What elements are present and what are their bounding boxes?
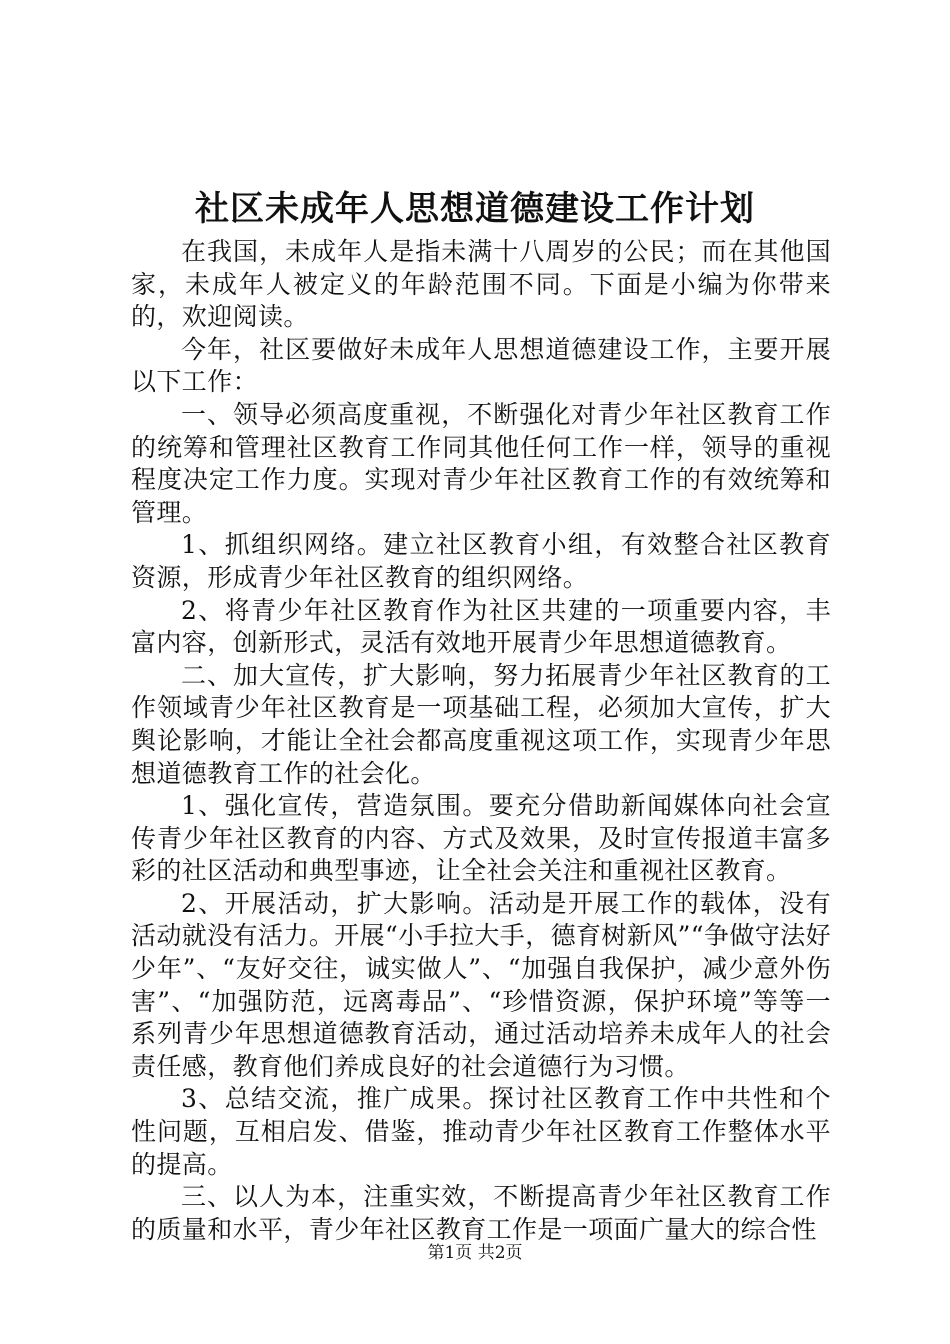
paragraph-section-2-item-3: 3、总结交流，推广成果。探讨社区教育工作中共性和个性问题，互相启发、借鉴，推动青少年社区教育工作整体水平的提高。 [131,1084,831,1179]
paragraph-section-1-item-2: 2、将青少年社区教育作为社区共建的一项重要内容，丰富内容，创新形式，灵活有效地开展青少年思想道德教育。 [131,595,831,658]
document-body [131,236,831,1246]
paragraph-section-2-item-1: 1、强化宣传，营造氛围。要充分借助新闻媒体向社会宣传青少年社区教育的内容、方式及效果，及时宣传报道丰富多彩的社区活动和典型事迹，让全社会关注和重视社区教育。 [131,791,831,886]
paragraph-overview: 今年，社区要做好未成年人思想道德建设工作，主要开展以下工作： [131,334,831,397]
page-number: 第1页 共2页 [427,1243,523,1263]
paragraph-section-2: 二、加大宣传，扩大影响，努力拓展青少年社区教育的工作领域青少年社区教育是一项基础工程，必须加大宣传，扩大舆论影响，才能让全社会都高度重视这项工作，实现青少年思想道德教育工作的社会化。 [131,660,831,788]
paragraph-section-1-item-1: 1、抓组织网络。建立社区教育小组，有效整合社区教育资源，形成青少年社区教育的组织网络。 [131,530,831,592]
paragraph-section-1: 一、领导必须高度重视，不断强化对青少年社区教育工作的统筹和管理社区教育工作同其他任何工作一样，领导的重视程度决定工作力度。实现对青少年社区教育工作的有效统筹和管理。 [131,399,831,527]
paragraph-intro: 在我国，未成年人是指未满十八周岁的公民；而在其他国家，未成年人被定义的年龄范围不同。下面是小编为你带来的，欢迎阅读。 [131,237,831,332]
paragraph-section-3: 三、以人为本，注重实效，不断提高青少年社区教育工作的质量和水平，青少年社区教育工作是一项面广量大的综合性 [131,1182,831,1244]
paragraph-section-2-item-2: 2、开展活动，扩大影响。活动是开展工作的载体，没有活动就没有活力。开展“小手拉大手，德育树新风”“争做守法好少年”、“友好交往，诚实做人”、“加强自我保护，减少意外伤害”、“加强防范，远离毒品”、“珍惜资源，保护环境”等等一系列青少年思想道德教育活动，通过活动培养未成年人的社会责任感，教育他们养成良好的社会道德行为习惯。 [131,888,831,1081]
document-title: 社区未成年人思想道德建设工作计划 [195,189,755,229]
